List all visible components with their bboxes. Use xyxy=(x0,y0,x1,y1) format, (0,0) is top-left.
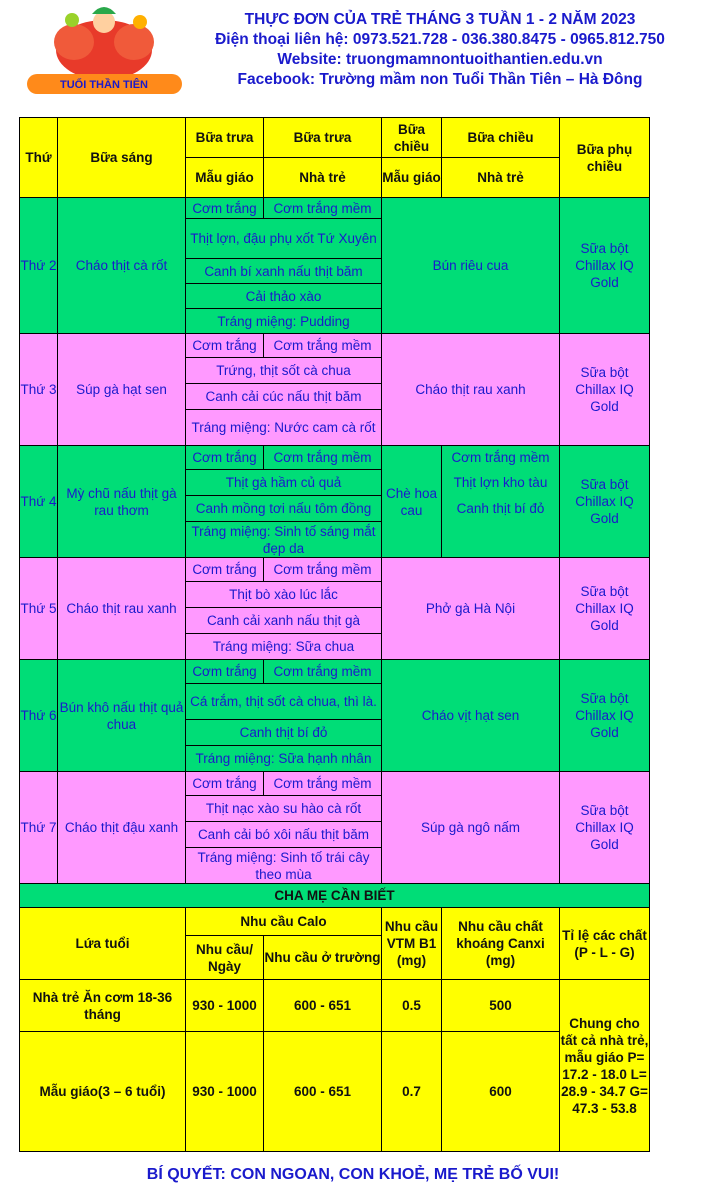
lunch-rice-nt: Cơm trắng mềm xyxy=(264,198,382,219)
breakfast-cell: Mỳ chũ nấu thịt gà rau thơm xyxy=(58,446,186,558)
afternoon-nt-rice: Cơm trắng mềm xyxy=(442,446,560,470)
footer-slogan: BÍ QUYẾT: CON NGOAN, CON KHOẺ, MẸ TRẺ BỐ VUI! xyxy=(146,1166,560,1183)
afternoon-cell: Cháo thịt rau xanh xyxy=(382,334,560,446)
lunch-dessert: Tráng miệng: Pudding xyxy=(186,309,382,334)
lunch-main: Thịt bò xào lúc lắc xyxy=(186,582,382,608)
lunch-main: Cá trắm, thịt sốt cà chua, thì là. xyxy=(186,684,382,720)
vtm-cell: 0.5 xyxy=(382,980,442,1032)
lunch-rice-nt: Cơm trắng mềm xyxy=(264,446,382,470)
menu-table xyxy=(19,117,650,1152)
day-label: Thứ 4 xyxy=(20,446,58,558)
afternoon-cell: Bún riêu cua xyxy=(382,198,560,334)
calcium-header: Nhu cầu chất khoáng Canxi (mg) xyxy=(442,908,560,980)
phone-contact: Điện thoại liên hệ: 0973.521.728 - 036.380.8475 - 0965.812.750 xyxy=(215,31,665,48)
sub-kindergarten: Mẫu giáo xyxy=(186,158,264,198)
page-header xyxy=(0,0,706,110)
per-day-cell: 930 - 1000 xyxy=(186,1032,264,1152)
lunch-dessert: Tráng miệng: Sinh tố sáng mắt đẹp da xyxy=(186,522,382,558)
per-day-header: Nhu cầu/ Ngày xyxy=(186,936,264,980)
snack-cell: Sữa bột Chillax IQ Gold xyxy=(560,558,650,660)
afternoon-cell: Phở gà Hà Nội xyxy=(382,558,560,660)
at-school-cell: 600 - 651 xyxy=(264,1032,382,1152)
afternoon-cell: Cháo vịt hạt sen xyxy=(382,660,560,772)
vtm-header: Nhu cầu VTM B1 (mg) xyxy=(382,908,442,980)
calcium-cell: 500 xyxy=(442,980,560,1032)
at-school-header: Nhu cầu ở trường xyxy=(264,936,382,980)
age-header: Lứa tuổi xyxy=(20,908,186,980)
vtm-cell: 0.7 xyxy=(382,1032,442,1152)
sub-nursery: Nhà trẻ xyxy=(264,158,382,198)
afternoon-kg-cell: Chè hoa cau xyxy=(382,446,442,558)
snack-cell: Sữa bột Chillax IQ Gold xyxy=(560,334,650,446)
lunch-dessert: Tráng miệng: Sữa hạnh nhân xyxy=(186,746,382,772)
lunch-main: Trứng, thịt sốt cà chua xyxy=(186,358,382,384)
col-lunch-nt: Bữa trưa xyxy=(264,118,382,158)
breakfast-cell: Súp gà hạt sen xyxy=(58,334,186,446)
facebook-link[interactable]: Facebook: Trường mầm non Tuổi Thần Tiên – Hà Đông xyxy=(237,71,643,88)
website-link[interactable]: Website: truongmamnontuoithantien.edu.vn xyxy=(277,51,603,68)
lunch-veg: Cải thảo xào xyxy=(186,284,382,309)
school-logo xyxy=(22,2,187,102)
breakfast-cell: Cháo thịt cà rốt xyxy=(58,198,186,334)
lunch-soup: Canh cải xanh nấu thịt gà xyxy=(186,608,382,634)
day-label: Thứ 2 xyxy=(20,198,58,334)
breakfast-cell: Cháo thịt rau xanh xyxy=(58,558,186,660)
col-afternoon-kg: Bữa chiều xyxy=(382,118,442,158)
lunch-rice-kg: Cơm trắng xyxy=(186,198,264,219)
col-day: Thứ xyxy=(20,118,58,198)
lunch-soup: Canh thịt bí đỏ xyxy=(186,720,382,746)
lunch-main: Thịt nạc xào su hào cà rốt xyxy=(186,796,382,822)
day-label: Thứ 6 xyxy=(20,660,58,772)
snack-cell: Sữa bột Chillax IQ Gold xyxy=(560,772,650,884)
lunch-soup: Canh cải bó xôi nấu thịt băm xyxy=(186,822,382,848)
ratio-cell: Chung cho tất cả nhà trẻ, mẫu giáo P= 17.2 - 18.0 L= 28.9 - 34.7 G= 47.3 - 53.8 xyxy=(560,980,650,1152)
lunch-soup: Canh mồng tơi nấu tôm đồng xyxy=(186,496,382,522)
calcium-cell: 600 xyxy=(442,1032,560,1152)
menu-title: THỰC ĐƠN CỦA TRẺ THÁNG 3 TUẦN 1 - 2 NĂM 2023 xyxy=(244,11,636,28)
afternoon-nt-soup: Canh thịt bí đỏ xyxy=(442,496,560,522)
col-afternoon-nt: Bữa chiều xyxy=(442,118,560,158)
lunch-soup: Canh bí xanh nấu thịt băm xyxy=(186,259,382,284)
breakfast-cell: Cháo thịt đậu xanh xyxy=(58,772,186,884)
day-label: Thứ 7 xyxy=(20,772,58,884)
snack-cell: Sữa bột Chillax IQ Gold xyxy=(560,198,650,334)
afternoon-cell: Súp gà ngô nấm xyxy=(382,772,560,884)
age-cell: Nhà trẻ Ăn cơm 18-36 tháng xyxy=(20,980,186,1032)
lunch-rice-kg: Cơm trắng xyxy=(186,772,264,796)
lunch-dessert: Tráng miệng: Nước cam cà rốt xyxy=(186,410,382,446)
afternoon-nt-empty xyxy=(442,522,560,558)
ratio-header: Tỉ lệ các chất (P - L - G) xyxy=(560,908,650,980)
lunch-rice-nt: Cơm trắng mềm xyxy=(264,660,382,684)
lunch-main: Thịt gà hầm củ quả xyxy=(186,470,382,496)
lunch-main: Thịt lợn, đậu phụ xốt Tứ Xuyên xyxy=(186,219,382,259)
lunch-soup: Canh cải cúc nấu thịt băm xyxy=(186,384,382,410)
sub-nursery: Nhà trẻ xyxy=(442,158,560,198)
lunch-dessert: Tráng miệng: Sữa chua xyxy=(186,634,382,660)
lunch-rice-kg: Cơm trắng xyxy=(186,334,264,358)
parents-section-title: CHA MẸ CẦN BIẾT xyxy=(20,884,650,908)
lunch-rice-nt: Cơm trắng mềm xyxy=(264,334,382,358)
lunch-dessert: Tráng miệng: Sinh tố trái cây theo mùa xyxy=(186,848,382,884)
age-cell: Mẫu giáo(3 – 6 tuổi) xyxy=(20,1032,186,1152)
afternoon-nt-main: Thịt lợn kho tàu xyxy=(442,470,560,496)
col-snack: Bữa phụ chiều xyxy=(560,118,650,198)
lunch-rice-nt: Cơm trắng mềm xyxy=(264,558,382,582)
svg-text:TUỔI THẦN TIÊN: TUỔI THẦN TIÊN xyxy=(60,79,148,91)
col-lunch-kg: Bữa trưa xyxy=(186,118,264,158)
lunch-rice-kg: Cơm trắng xyxy=(186,660,264,684)
day-label: Thứ 3 xyxy=(20,334,58,446)
snack-cell: Sữa bột Chillax IQ Gold xyxy=(560,446,650,558)
snack-cell: Sữa bột Chillax IQ Gold xyxy=(560,660,650,772)
lunch-rice-kg: Cơm trắng xyxy=(186,446,264,470)
per-day-cell: 930 - 1000 xyxy=(186,980,264,1032)
calo-header: Nhu cầu Calo xyxy=(186,908,382,936)
breakfast-cell: Bún khô nấu thịt quả chua xyxy=(58,660,186,772)
sub-kindergarten: Mẫu giáo xyxy=(382,158,442,198)
day-label: Thứ 5 xyxy=(20,558,58,660)
lunch-rice-nt: Cơm trắng mềm xyxy=(264,772,382,796)
lunch-rice-kg: Cơm trắng xyxy=(186,558,264,582)
at-school-cell: 600 - 651 xyxy=(264,980,382,1032)
col-breakfast: Bữa sáng xyxy=(58,118,186,198)
